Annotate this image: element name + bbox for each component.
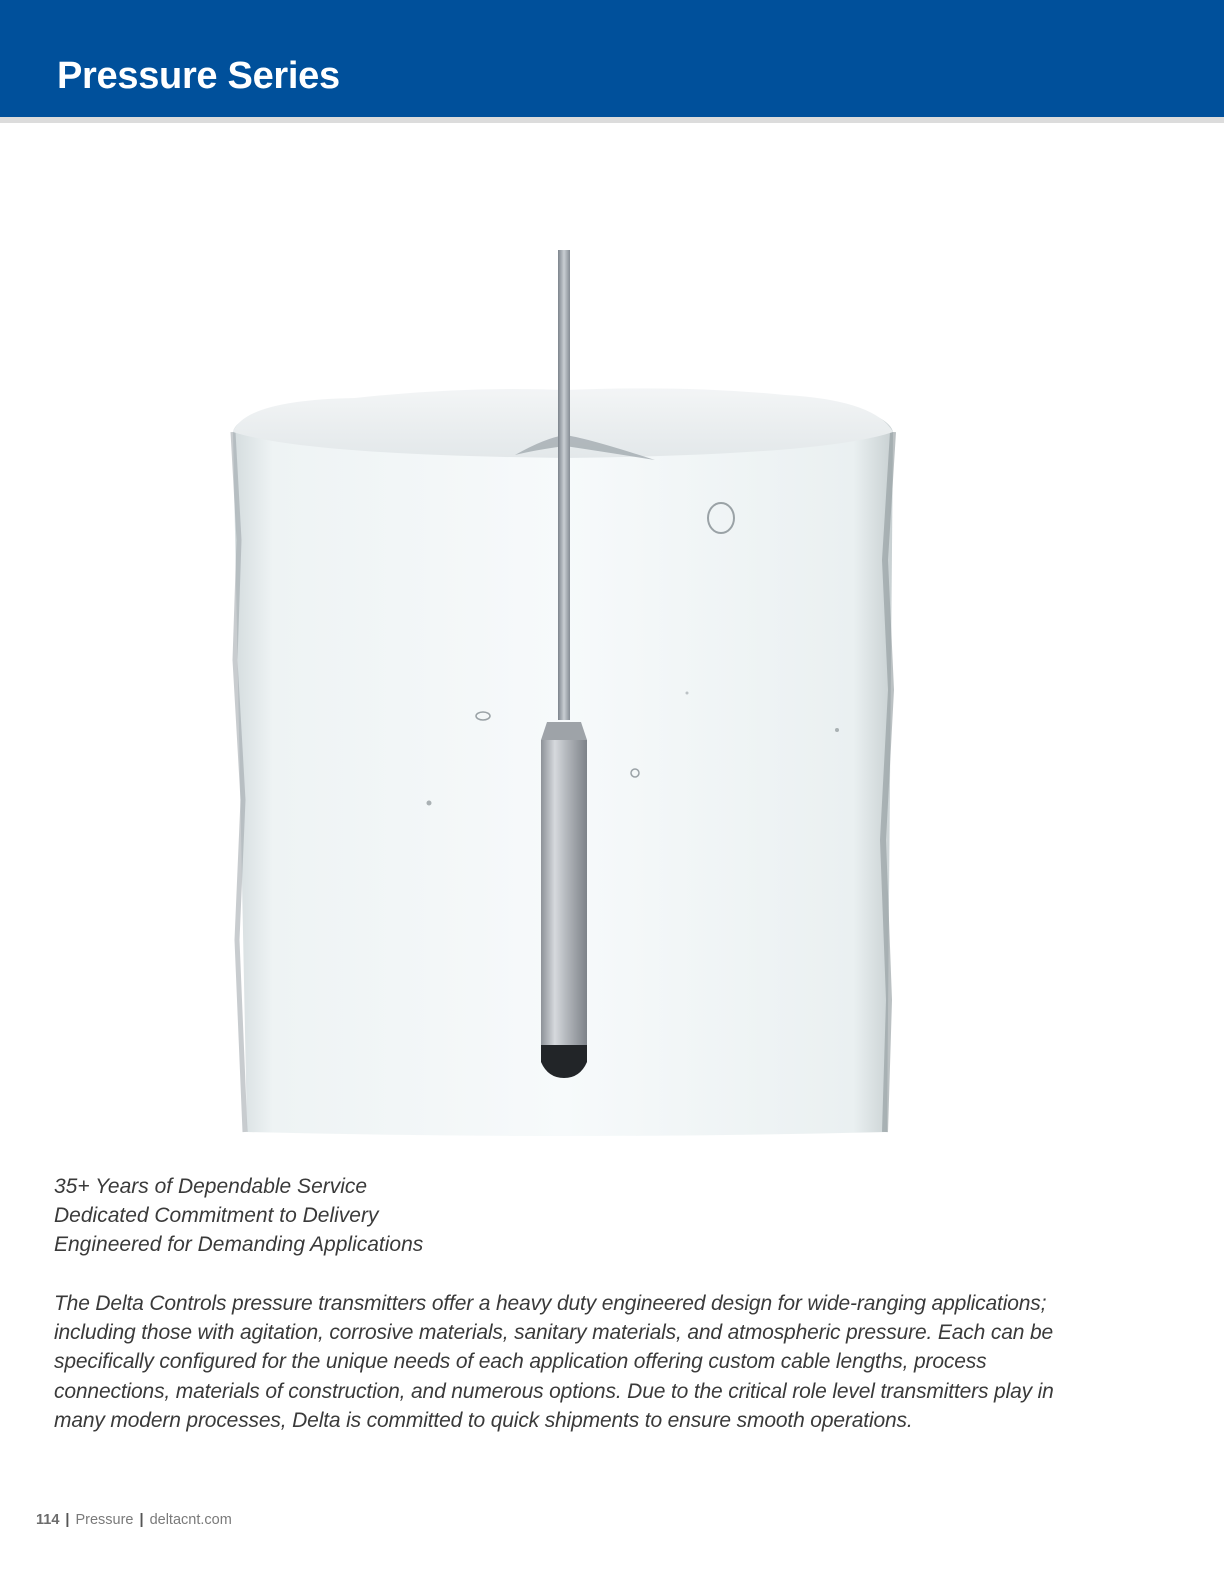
footer-website-link[interactable]: deltacnt.com bbox=[149, 1512, 232, 1528]
page-title: Pressure Series bbox=[57, 55, 340, 97]
page-footer bbox=[36, 1512, 232, 1528]
tagline: Engineered for Demanding Applications bbox=[54, 1233, 424, 1256]
product-image bbox=[225, 240, 905, 1145]
footer-section: Pressure bbox=[75, 1512, 134, 1528]
submersible-pressure-transmitter-in-water-icon bbox=[225, 240, 905, 1145]
tagline: 35+ Years of Dependable Service bbox=[54, 1175, 368, 1198]
footer-separator: | bbox=[139, 1512, 144, 1528]
tagline: Dedicated Commitment to Delivery bbox=[54, 1204, 379, 1227]
product-description: The Delta Controls pressure transmitters offer a heavy duty engineered design for wide-ranging applications; including those with agitation, corrosive materials, sanitary materials, and atmospheric pressure. Each can be specifically configured for the unique needs of each application offering custom cable lengths, process connections, materials of construction, and numerous options. Due to the critical role level transmitters play in many modern processes, Delta is committed to quick shipments to ensure smooth operations. bbox=[54, 1292, 1054, 1432]
header-divider bbox=[0, 117, 1224, 123]
taglines bbox=[54, 1172, 754, 1259]
page-number: 114 bbox=[36, 1512, 60, 1528]
header-banner bbox=[0, 0, 1224, 117]
footer-separator: | bbox=[65, 1512, 70, 1528]
